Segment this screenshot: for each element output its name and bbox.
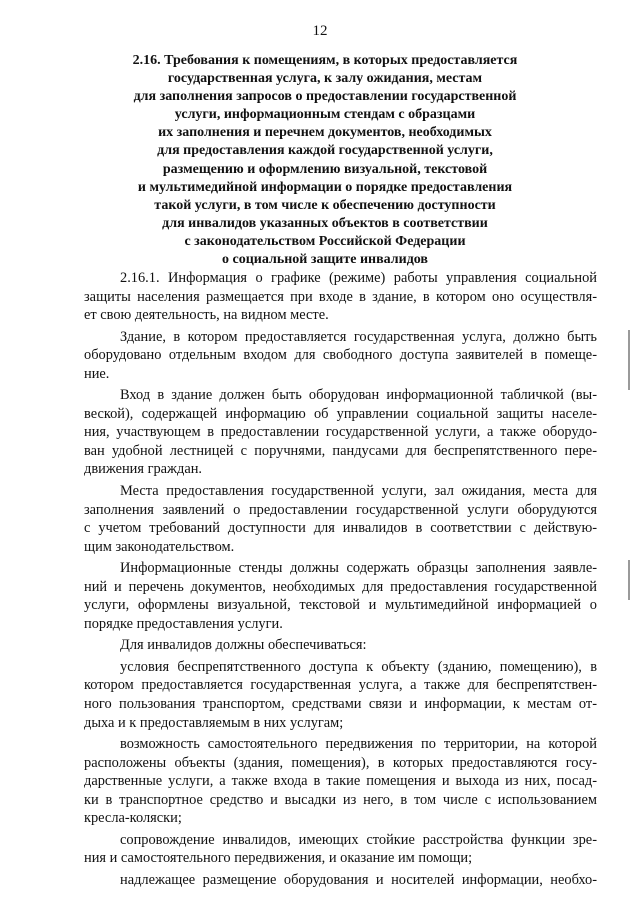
- text-line: условия беспрепятственного доступа к объекту (зданию, помещению), в: [120, 658, 597, 675]
- text-line: Здание, в котором предоставляется государственная услуга, должно быть: [120, 328, 597, 345]
- section-heading: [60, 52, 590, 269]
- text-line: ного пользования транспортом, средствами связи и информации, к местам от-: [84, 696, 597, 713]
- heading-line: о социальной защите инвалидов: [222, 252, 428, 268]
- text-line: дыха и к предоставляемым в них услугам;: [84, 714, 344, 731]
- text-line: ние.: [84, 365, 110, 382]
- text-line: Места предоставления государственной услуги, зал ожидания, места для: [120, 483, 597, 500]
- heading-line: для предоставления каждой государственной услуги,: [157, 143, 493, 159]
- text-line: заполнения заявлений о предоставлении государственной услуги оборудуются: [84, 501, 597, 518]
- paragraph-info-stands: [84, 559, 597, 633]
- paragraph-equipment: [84, 871, 597, 890]
- text-line: щим законодательством.: [84, 538, 235, 555]
- heading-line: для инвалидов указанных объектов в соответствии: [162, 215, 488, 231]
- heading-line: и мультимедийной информации о порядке предоставления: [137, 179, 513, 195]
- text-line: оборудовано отдельным входом для свободного доступа заявителей в помеще-: [84, 347, 597, 364]
- text-line: порядке предоставления услуги.: [84, 615, 283, 632]
- heading-line: государственная услуга, к залу ожидания, местам: [167, 71, 483, 87]
- text-line: ки в транспортное средство и высадки из него, в том числе с использованием: [84, 791, 597, 808]
- text-line: услуги, оформлены визуальной, текстовой и мультимедийной информацией о: [84, 597, 597, 614]
- paragraph-movement: [84, 735, 597, 828]
- scan-edge-mark: [628, 560, 630, 600]
- text-line: с учетом требований доступности для инвалидов в соответствии с действую-: [84, 520, 597, 537]
- text-line: кресла-коляски;: [84, 810, 182, 827]
- text-line: котором предоставляется государственная услуга, а также для беспрепятствен-: [84, 677, 597, 694]
- heading-line: с законодательством Российской Федерации: [184, 233, 466, 249]
- text-line: Вход в здание должен быть оборудован информационной табличкой (вы-: [120, 387, 597, 404]
- heading-line: 2.16. Требования к помещениям, в которых предоставляется: [132, 53, 518, 68]
- heading-line: такой услуги, в том числе к обеспечению доступности: [154, 197, 496, 213]
- text-line: возможность самостоятельного передвижения по территории, на которой: [120, 736, 597, 753]
- text-line: ния, участвующем в предоставлении государственной услуги, а также оборудо-: [84, 424, 597, 441]
- text-line: сопровождение инвалидов, имеющих стойкие расстройства функции зре-: [120, 831, 597, 848]
- heading-line: для заполнения запросов о предоставлении государственной: [133, 89, 517, 105]
- text-line: ния и самостоятельного передвижения, и оказание им помощи;: [84, 850, 473, 867]
- text-line: движения граждан.: [84, 461, 203, 478]
- text-line: веской), содержащей информацию об управлении социальной защиты населе-: [84, 405, 597, 422]
- text-line: ний и перечень документов, необходимых для предоставления государственной: [84, 578, 597, 595]
- paragraph-building-entrance: [84, 328, 597, 384]
- paragraph-access-conditions: [84, 658, 597, 732]
- text-line: дарственные услуги, а также входа в такие помещения и выхода из них, посад-: [84, 773, 597, 790]
- text-line: надлежащее размещение оборудования и носителей информации, необхо-: [120, 871, 597, 888]
- text-line: ет свою деятельность, на видном месте.: [84, 307, 329, 324]
- heading-line: их заполнения и перечнем документов, необходимых: [158, 125, 492, 141]
- text-line: ван удобной лестницей с поручнями, пандусами для беспрепятственного пере-: [84, 442, 597, 459]
- scan-edge-mark: [628, 330, 630, 390]
- paragraph-escort: [84, 831, 597, 868]
- text-line: Информационные стенды должны содержать образцы заполнения заявле-: [120, 560, 597, 577]
- paragraph-disabled-intro: [84, 636, 597, 655]
- text-line: 2.16.1. Информация о графике (режиме) работы управления социальной: [120, 270, 597, 286]
- text-line: Для инвалидов должны обеспечиваться:: [120, 637, 367, 654]
- paragraph-service-places: [84, 482, 597, 556]
- text-line: защиты населения размещается при входе в здание, в котором оно осуществля-: [84, 288, 597, 305]
- text-line: расположены объекты (здания, помещения), в которых предоставляются госу-: [84, 754, 597, 771]
- heading-line: услуги, информационным стендам с образцами: [174, 107, 476, 123]
- paragraph-entrance-sign: [84, 386, 597, 479]
- body-text: [84, 269, 597, 893]
- heading-line: размещению и оформлению визуальной, текстовой: [162, 161, 488, 177]
- paragraph-schedule-info: [84, 269, 597, 325]
- page-number: 12: [312, 23, 328, 39]
